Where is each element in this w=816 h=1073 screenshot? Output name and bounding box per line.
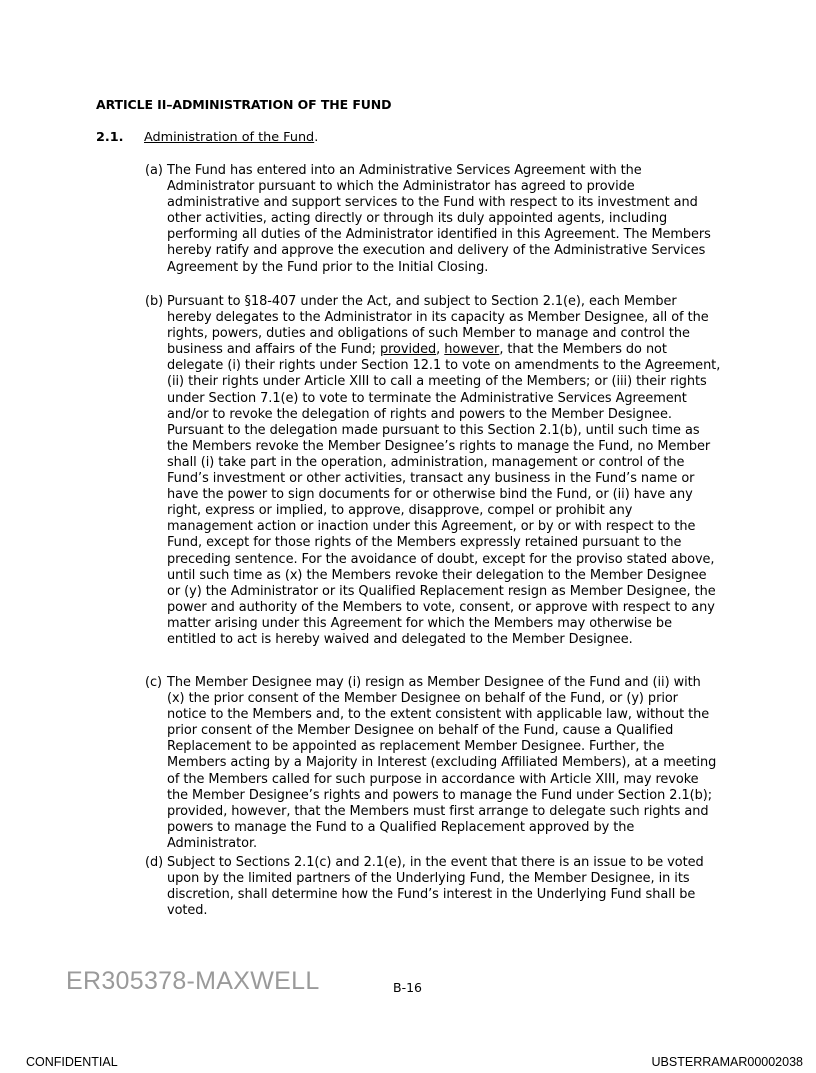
paragraph-text: , (436, 342, 445, 358)
paragraph-b (145, 294, 721, 648)
paragraph-body: The Fund has entered into an Administrative Services Agreement with the Administrator pursuant to which the Administrator has agreed to provide administrative and support services to the Fund with respect to its investment and other activities, acting directly or through its duly appointed agents, including performing all duties of the Administrator identified in this Agreement. The Members hereby ratify and approve the execution and delivery of the Administrative Services Agreement by the Fund prior to the Initial Closing. (167, 163, 711, 275)
section-number: 2.1. (96, 130, 124, 145)
paragraph-d (145, 855, 721, 919)
bates-number: UBSTERRAMAR00002038 (651, 1055, 803, 1069)
section-heading (144, 130, 318, 145)
underlined-term-provided: provided (379, 342, 437, 358)
exhibit-stamp: ER305378-MAXWELL (66, 967, 320, 995)
underlined-term-however: however (444, 342, 500, 358)
section-heading-title: Administration of the Fund (144, 130, 315, 145)
paragraph-marker: (c) (145, 675, 162, 690)
paragraph-text: Pursuant to §18-407 under the Act, and subject to Section 2.1(e), each Member hereby delegates to the Administrator in its capacity as Member Designee, all of the rights, powers, duties and obligations of such Member to manage and control the business and affairs of the Fund; (167, 294, 709, 358)
paragraph-marker: (a) (145, 163, 163, 178)
section-heading-suffix: . (314, 130, 319, 145)
paragraph-c (145, 675, 721, 852)
paragraph-body: Subject to Sections 2.1(c) and 2.1(e), in the event that there is an issue to be voted upon by the limited partners of the Underlying Fund, the Member Designee, in its discretion, shall determine how the Fund’s interest in the Underlying Fund shall be voted. (167, 855, 704, 919)
paragraph-body: The Member Designee may (i) resign as Member Designee of the Fund and (ii) with (x) the prior consent of the Member Designee on behalf of the Fund, or (y) prior notice to the Members and, to the extent consistent with applicable law, without the prior consent of the Member Designee on behalf of the Fund, cause a Qualified Replacement to be appointed as replacement Member Designee. Further, the Members acting by a Majority in Interest (excluding Affiliated Members), at a meeting of the Members called for such purpose in accordance with Article XIII, may revoke the Member Designee’s rights and powers to manage the Fund under Section 2.1(b); provided, however, that the Members must first arrange to delegate such rights and powers to manage the Fund to a Qualified Replacement approved by the Administrator. (167, 675, 717, 851)
paragraph-a (145, 163, 721, 276)
paragraph-body (167, 294, 721, 648)
paragraph-marker: (b) (145, 294, 164, 309)
paragraph-text: , that the Members do not delegate (i) their rights under Section 12.1 to vote on amendments to the Agreement, (ii) their rights under Article XIII to call a meeting of the Members; or (iii) their rights under Section 7.1(e) to vote to terminate the Administrative Services Agreement and/or to revoke the delegation of rights and powers to the Member Designee. Pursuant to the delegation made pursuant to this Section 2.1(b), until such time as the Members revoke the Member Designee’s rights to manage the Fund, no Member shall (i) take part in the operation, administration, management or control of the Fund’s investment or other activities, transact any business in the Fund’s name or have the power to sign documents for or otherwise bind the Fund, or (ii) have any right, express or implied, to approve, disapprove, compel or prohibit any management action or inaction under this Agreement, or by or with respect to the Fund, except for those rights of the Members expressly retained pursuant to the preceding sentence. For the avoidance of doubt, except for the proviso stated above, until such time as (x) the Members revoke their delegation to the Member Designee or (y) the Administrator or its Qualified Replacement resign as Member Designee, the power and authority of the Members to vote, consent, or approve with respect to any matter arising under this Agreement for which the Members may otherwise be entitled to act is hereby waived and delegated to the Member Designee. (167, 342, 721, 647)
paragraph-marker: (d) (145, 855, 164, 870)
confidential-label: CONFIDENTIAL (26, 1055, 118, 1069)
page-number: B-16 (393, 980, 422, 995)
article-title: ARTICLE II–ADMINISTRATION OF THE FUND (96, 97, 392, 112)
